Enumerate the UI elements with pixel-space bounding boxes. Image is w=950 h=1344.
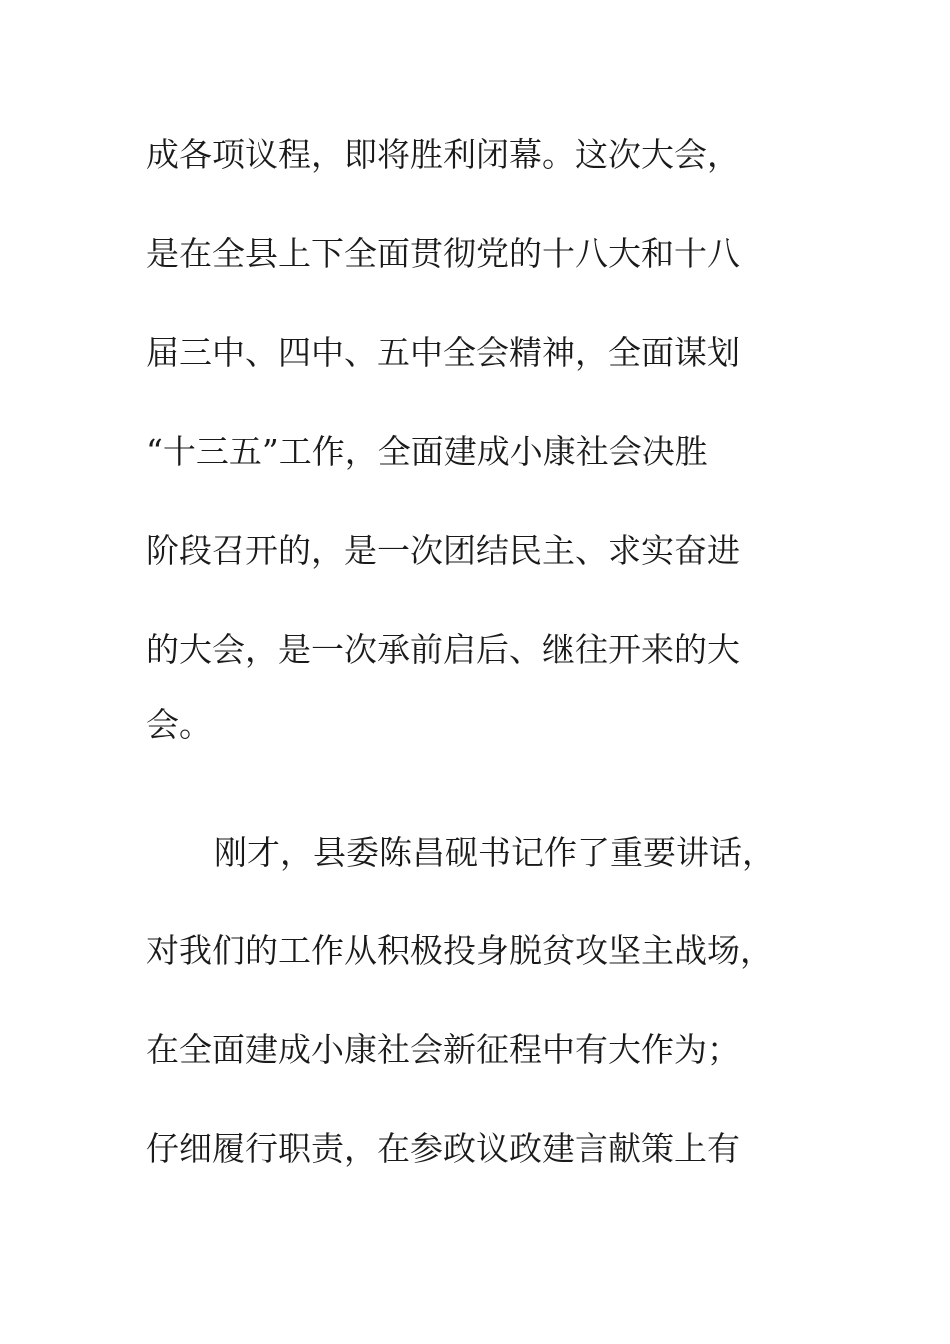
- paragraph-2-line-1: 刚才，县委陈昌砚书记作了重要讲话，: [214, 833, 775, 872]
- paragraph-2-line-4: 仔细履行职责，在参政议政建言献策上有: [146, 1129, 740, 1168]
- text-line-6: 的大会，是一次承前启后、继往开来的大: [146, 630, 740, 669]
- paragraph-2-line-2: 对我们的工作从积极投身脱贫攻坚主战场，: [146, 931, 773, 970]
- text-line-4: “十三五”工作，全面建成小康社会决胜: [146, 432, 708, 471]
- paragraph-2-line-3: 在全面建成小康社会新征程中有大作为；: [146, 1030, 740, 1069]
- text-line-3: 届三中、四中、五中全会精神，全面谋划: [146, 333, 740, 372]
- text-line-1: 成各项议程，即将胜利闭幕。这次大会，: [146, 135, 740, 174]
- text-line-7: 会。: [146, 705, 212, 744]
- text-line-2: 是在全县上下全面贯彻党的十八大和十八: [146, 234, 740, 273]
- text-line-5: 阶段召开的，是一次团结民主、求实奋进: [146, 531, 740, 570]
